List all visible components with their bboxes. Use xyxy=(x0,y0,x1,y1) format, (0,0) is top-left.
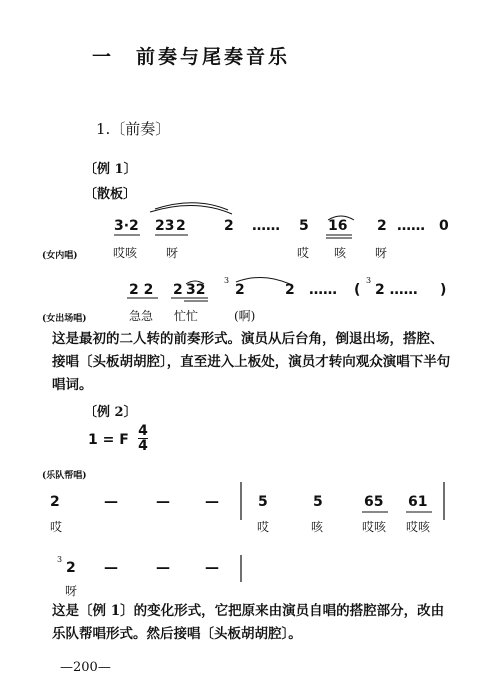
row1-dots-1: …… xyxy=(252,218,280,234)
row2-dots: …… xyxy=(309,282,337,298)
ex2-m2-note-3: 65 xyxy=(364,494,384,510)
ex2-lyric-3: 咳 xyxy=(311,520,324,534)
row1-note-2b: 2 xyxy=(176,218,186,234)
row2-lyric-1: 急急 xyxy=(129,309,154,323)
row2-note-2b: 32 xyxy=(186,282,206,298)
section-heading: 一 前奏与尾奏音乐 xyxy=(92,46,291,68)
ex2-m1-note-2: — xyxy=(104,494,118,510)
row2-grace: 3 xyxy=(224,276,230,285)
row1-dots-2: …… xyxy=(397,218,425,234)
row2-note-1: 2 2 xyxy=(129,282,154,298)
ex2-r2-note-4: — xyxy=(205,560,219,576)
example-1-label: 〔例 1〕 xyxy=(84,162,137,177)
row1-role: (女内唱) xyxy=(42,251,78,261)
row1-lyric-5: 呀 xyxy=(375,246,388,260)
page-number: —200— xyxy=(60,660,111,675)
row1-lyric-3: 哎 xyxy=(297,246,310,260)
row1-note-6: 2 xyxy=(377,218,387,234)
time-signature-top: 4 xyxy=(138,423,148,439)
paragraph-2: 这是〔例 1〕的变化形式，它把原来由演员自唱的搭腔部分，改由乐队帮唱形式。然后接唱〔头板胡胡腔〕。 xyxy=(52,603,445,642)
subsection-title: 1.〔前奏〕 xyxy=(96,120,171,138)
ex2-lyric-6: 呀 xyxy=(65,584,78,598)
row2-paren-open: ( xyxy=(354,282,361,298)
time-signature-bottom: 4 xyxy=(138,438,148,454)
row1-note-4: 5 xyxy=(299,218,309,234)
row1-lyric-4: 咳 xyxy=(334,246,347,260)
ex2-r2-note-1: 2 xyxy=(66,560,76,576)
row2-lyric-2: 忙忙 xyxy=(174,309,199,323)
paragraph-1: 这是最初的二人转的前奏形式。演员从后台角，倒退出场，搭腔、接唱〔头板胡胡腔〕，直至进入上板处，演员才转向观众演唱下半句唱词。 xyxy=(52,331,451,393)
row2-paren-close: ) xyxy=(440,282,447,298)
row2-note-4: 2 xyxy=(285,282,295,298)
ex2-r2-note-2: — xyxy=(104,560,118,576)
ex2-m2-note-4: 61 xyxy=(408,494,428,510)
ex2-m2-note-1: 5 xyxy=(258,494,268,510)
key-signature: 1 = F xyxy=(88,432,129,448)
ex2-role: (乐队帮唱) xyxy=(42,471,87,481)
ex2-m2-note-2: 5 xyxy=(313,494,323,510)
ex2-lyric-2: 哎 xyxy=(257,520,270,534)
row1-note-5: 16 xyxy=(328,218,348,234)
row2-role: (女出场唱) xyxy=(42,314,87,324)
example-2-label: 〔例 2〕 xyxy=(84,405,137,420)
row2-note-3: 2 xyxy=(235,282,245,298)
ex2-lyric-5: 哎咳 xyxy=(406,520,431,534)
ex2-m1-note-3: — xyxy=(156,494,170,510)
ex2-m1-note-1: 2 xyxy=(50,494,60,510)
row2-note-5: 2 …… xyxy=(375,282,418,298)
tempo-label: 〔散板〕 xyxy=(84,187,137,202)
row1-lyric-2: 呀 xyxy=(166,246,179,260)
ex2-lyric-1: 哎 xyxy=(50,520,63,534)
row1-note-3: 2 xyxy=(224,218,234,234)
ex2-m1-note-4: — xyxy=(205,494,219,510)
row1-note-7: 0 xyxy=(439,218,449,234)
row2-note-2: 2 xyxy=(173,282,183,298)
row1-note-2: 23 xyxy=(155,218,175,234)
row2-lyric-3: (啊) xyxy=(234,309,256,323)
ex2-r2-note-3: — xyxy=(156,560,170,576)
ex2-lyric-4: 哎咳 xyxy=(362,520,387,534)
time-signature xyxy=(138,424,148,453)
row1-lyric-1: 哎咳 xyxy=(113,246,138,260)
ex2-grace: 3 xyxy=(57,555,63,564)
row2-grace-2: 3 xyxy=(366,276,372,285)
row1-note-1: 3·2 xyxy=(114,218,139,234)
